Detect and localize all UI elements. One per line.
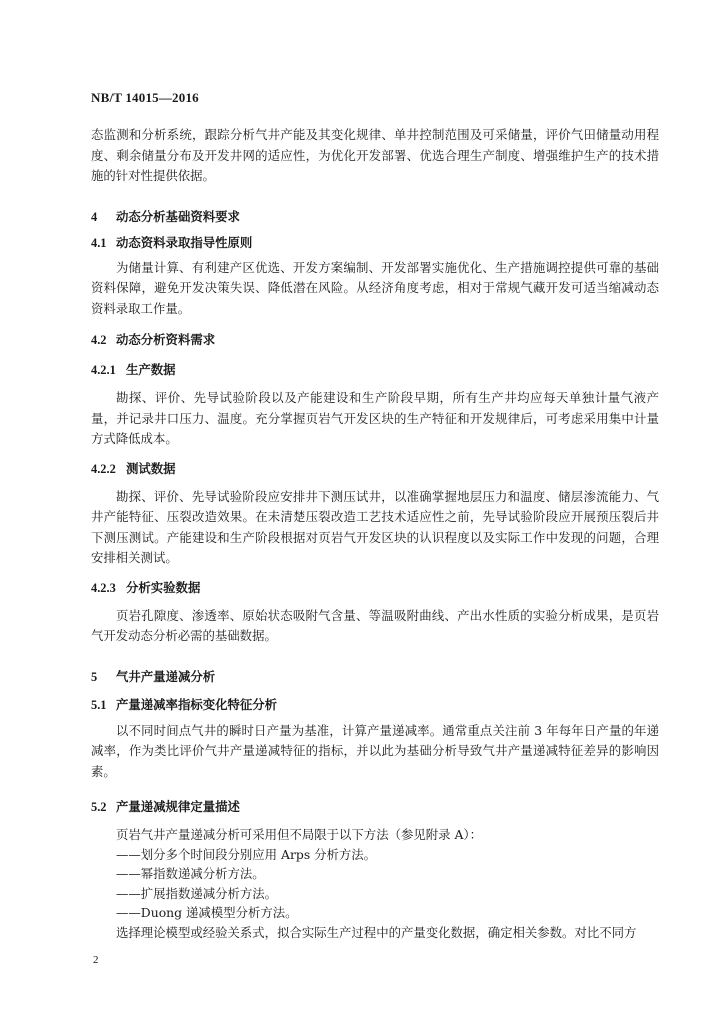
section-title: 动态分析基础资料要求 — [116, 208, 240, 224]
section-title: 动态资料录取指导性原则 — [116, 234, 253, 250]
method-list-item: ——Duong 递减模型分析方法。 — [116, 905, 298, 920]
section-4-2-heading — [91, 330, 659, 350]
section-number: 4.2.3 — [91, 580, 116, 595]
page-content — [91, 125, 659, 942]
section-title: 动态分析资料需求 — [116, 332, 216, 347]
section-number: 5 — [91, 669, 98, 684]
section-number: 4 — [91, 209, 98, 224]
section-4-heading — [91, 207, 659, 227]
section-number: 5.1 — [91, 697, 107, 712]
section-5-1-text: 以不同时间点气井的瞬时日产量为基准，计算产量递减率。通常重点关注前 3 年每年日产量的年递减率，作为类比评价气井产量递减特征的指标，并以此为基础分析导致气井产量递减特征差异的影响因素。 — [91, 722, 659, 779]
section-4-2-3-heading — [91, 578, 659, 598]
section-number: 4.1 — [91, 235, 107, 250]
section-number: 5.2 — [91, 800, 107, 814]
section-number: 4.2.1 — [91, 363, 116, 377]
section-5-2-tail-text: 选择理论模型或经验关系式，拟合实际生产过程中的产量变化数据，确定相关参数。对比不同方 — [116, 924, 637, 940]
section-title: 分析实验数据 — [126, 579, 201, 595]
section-number: 4.2 — [91, 333, 107, 347]
section-title: 生产数据 — [126, 362, 176, 377]
section-title: 气井产量递减分析 — [116, 668, 216, 684]
section-5-heading — [91, 667, 659, 687]
section-4-2-1-text: 勘探、评价、先导试验阶段以及产能建设和生产阶段早期，所有生产井均应每天单独计量气液产量，并记录井口压力、温度。充分掌握页岩气开发区块的生产特征和开发规律后，可考虑采用集中计量方式降低成本。 — [91, 390, 659, 446]
section-4-2-2-text: 勘探、评价、先导试验阶段应安排井下测压试井，以准确掌握地层压力和温度、储层渗流能力、气井产能特征、压裂改造效果。在未清楚压裂改造工艺技术适应性之前，先导试验阶段应开展预压裂后井下测压测试。产能建设和生产阶段根据对页岩气开发区块的认识程度以及实际工作中发现的问题，合理安排相关测试。 — [91, 488, 659, 565]
method-list-item: ——扩展指数递减分析方法。 — [116, 885, 278, 901]
intro-paragraph: 态监测和分析系统，跟踪分析气井产能及其变化规律、单井控制范围及可采储量，评价气田储量动用程度、剩余储量分布及开发井网的适应性，为优化开发部署、优选合理生产制度、增强维护生产的技术措施的针对性提供依据。 — [91, 127, 659, 183]
section-title: 产量递减规律定量描述 — [116, 799, 240, 814]
section-4-1-heading — [91, 233, 659, 253]
section-5-2-heading — [91, 797, 659, 817]
section-4-1-text: 为储量计算、有利建产区优选、开发方案编制、开发部署实施优化、生产措施调控提供可靠的基础资料保障，避免开发决策失误、降低潜在风险。从经济角度考虑，相对于常规气藏开发可适当缩减动态资料录取工作量。 — [91, 259, 659, 316]
page-number: 2 — [93, 954, 99, 966]
method-list-item: ——幂指数递减分析方法。 — [116, 866, 265, 881]
section-4-2-2-heading — [91, 459, 659, 479]
section-title: 测试数据 — [126, 460, 176, 476]
section-5-2-intro: 页岩气井产量递减分析可采用但不局限于以下方法（参见附录 A）： — [116, 827, 483, 842]
section-5-1-heading — [91, 695, 659, 715]
section-number: 4.2.2 — [91, 461, 116, 476]
section-4-2-3-text: 页岩孔隙度、渗透率、原始状态吸附气含量、等温吸附曲线、产出水性质的实验分析成果，是页岩气开发动态分析必需的基础数据。 — [91, 607, 659, 643]
section-4-2-1-heading — [91, 360, 659, 380]
standard-number-header: NB/T 14015—2016 — [91, 90, 199, 105]
method-list-item: ——划分多个时间段分别应用 Arps 分析方法。 — [116, 846, 377, 862]
section-title: 产量递减率指标变化特征分析 — [116, 696, 278, 712]
